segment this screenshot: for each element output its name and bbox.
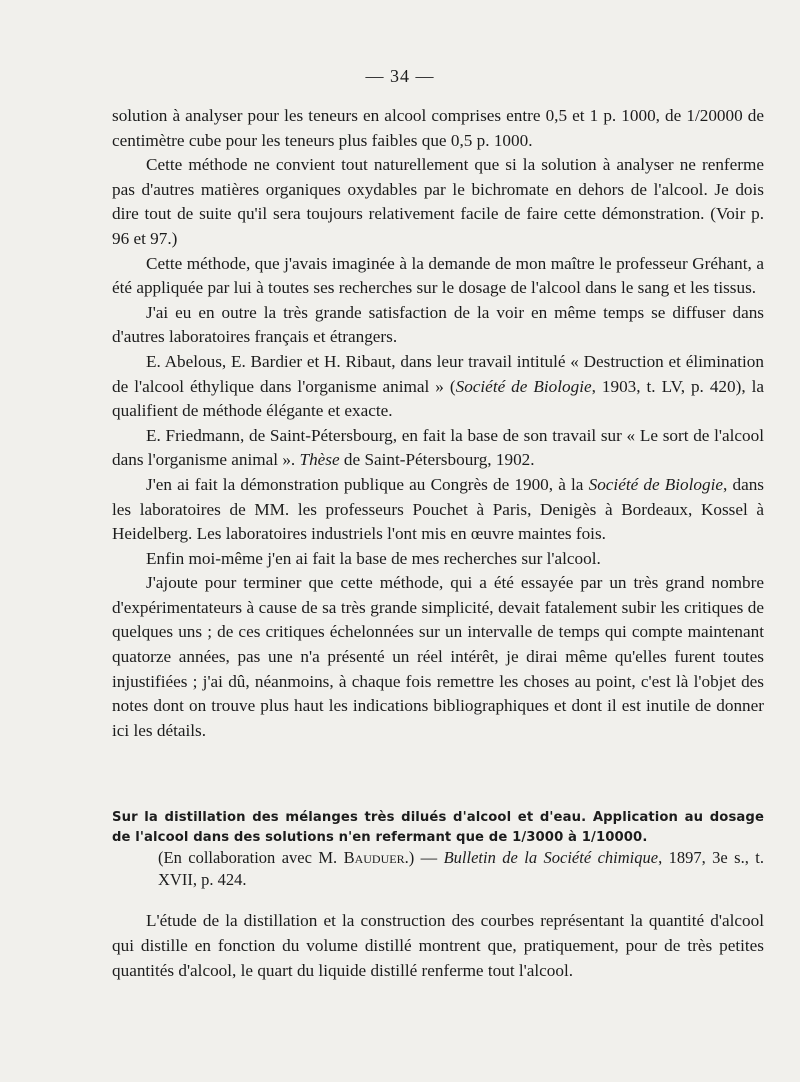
citation-text-c: , 1897, 3e s., t. XVII, p. 424. (158, 848, 764, 889)
section-body (112, 908, 764, 983)
paragraph-6-thesis: Thèse (299, 450, 340, 470)
paragraph-7-text-a: J'en ai fait la démonstration publique au Congrès de 1900, à la (146, 474, 589, 494)
paragraph-4: J'ai eu en outre la très grande satisfaction de la voir en même temps se diffuser dans d'autres laboratoires français et étrangers. (112, 302, 764, 347)
citation-text-b: .) — (404, 848, 444, 867)
citation-text-a: (En collaboration avec M. (158, 848, 344, 867)
citation-journal: Bulletin de la Société chimique (443, 848, 659, 867)
section-heading: Sur la distillation des mélanges très dilués d'alcool et d'eau. Application au dosage de l'alcool dans des solutions n'en refermant que de 1/3000 à 1/10000. (112, 810, 764, 845)
paragraph-5-journal: Société de Biologie (455, 376, 592, 396)
paragraph-6-text-a: E. Friedmann, de Saint-Pétersbourg, en fait la base de son travail sur « Le sort de l'alcool dans l'organisme animal ». (112, 425, 764, 470)
paragraph-6 (112, 424, 764, 473)
paragraph-7 (112, 473, 764, 547)
body-text (112, 104, 764, 743)
paragraph-2: Cette méthode ne convient tout naturellement que si la solution à analyser ne renferme pas d'autres matières organiques oxydables par le bichromate en dehors de l'alcool. Je dois dire tout de suite qu'il sera toujours relativement facile de faire cette démonstration. (Voir p. 96 et 97.) (112, 155, 764, 248)
paragraph-3: Cette méthode, que j'avais imaginée à la demande de mon maître le professeur Gréhant, a été appliquée par lui à toutes ses recherches sur le dosage de l'alcool dans le sang et les tissus. (112, 253, 764, 298)
paragraph-5 (112, 350, 764, 424)
section-paragraph: L'étude de la distillation et la construction des courbes représentant la quantité d'alcool qui distille en fonction du volume distillé montrent que, pratiquement, pour de très petites quantités d'alcool, le quart du liquide distillé renferme tout l'alcool. (112, 911, 764, 980)
paragraph-7-society: Société de Biologie (588, 474, 724, 494)
paragraph-7-text-b: , dans les laboratoires de MM. les professeurs Pouchet à Paris, Denigès à Bordeaux, Kossel à Heidelberg. Les laboratoires industriels l'ont mis en œuvre maintes fois. (112, 474, 764, 544)
citation-collaborator: Bauduer (343, 848, 405, 867)
paragraph-9: J'ajoute pour terminer que cette méthode, qui a été essayée par un très grand nombre d'expérimentateurs à cause de sa très grande simplicité, devait fatalement subir les critiques de quelques uns ; de ces critiques échelonnées sur un intervalle de temps qui compte maintenant quatorze années, pas une n'a présenté un réel intérêt, je dirai même qu'elles furent toutes injustifiées ; j'ai dû, néanmoins, à chaque fois remettre les choses au point, c'est là l'objet des notes dont on trouve plus haut les indications bibliographiques et dont il est inutile de donner ici les détails. (112, 573, 764, 740)
paragraph-5-text-a: E. Abelous, E. Bardier et H. Ribaut, dans leur travail intitulé « Destruction et élimination de l'alcool éthylique dans l'organisme animal » ( (112, 351, 764, 396)
paragraph-6-text-b: de Saint-Pétersbourg, 1902. (339, 450, 535, 470)
section-citation (158, 847, 764, 890)
paragraph-8: Enfin moi-même j'en ai fait la base de mes recherches sur l'alcool. (146, 548, 601, 568)
paragraph-5-text-b: , 1903, t. LV, p. 420), la qualifient de méthode élégante et exacte. (112, 376, 764, 421)
paragraph-1: solution à analyser pour les teneurs en alcool comprises entre 0,5 et 1 p. 1000, de 1/20000 de centimètre cube pour les teneurs plus faibles que 0,5 p. 1000. (112, 106, 764, 150)
page-number: — 34 — (365, 66, 435, 86)
